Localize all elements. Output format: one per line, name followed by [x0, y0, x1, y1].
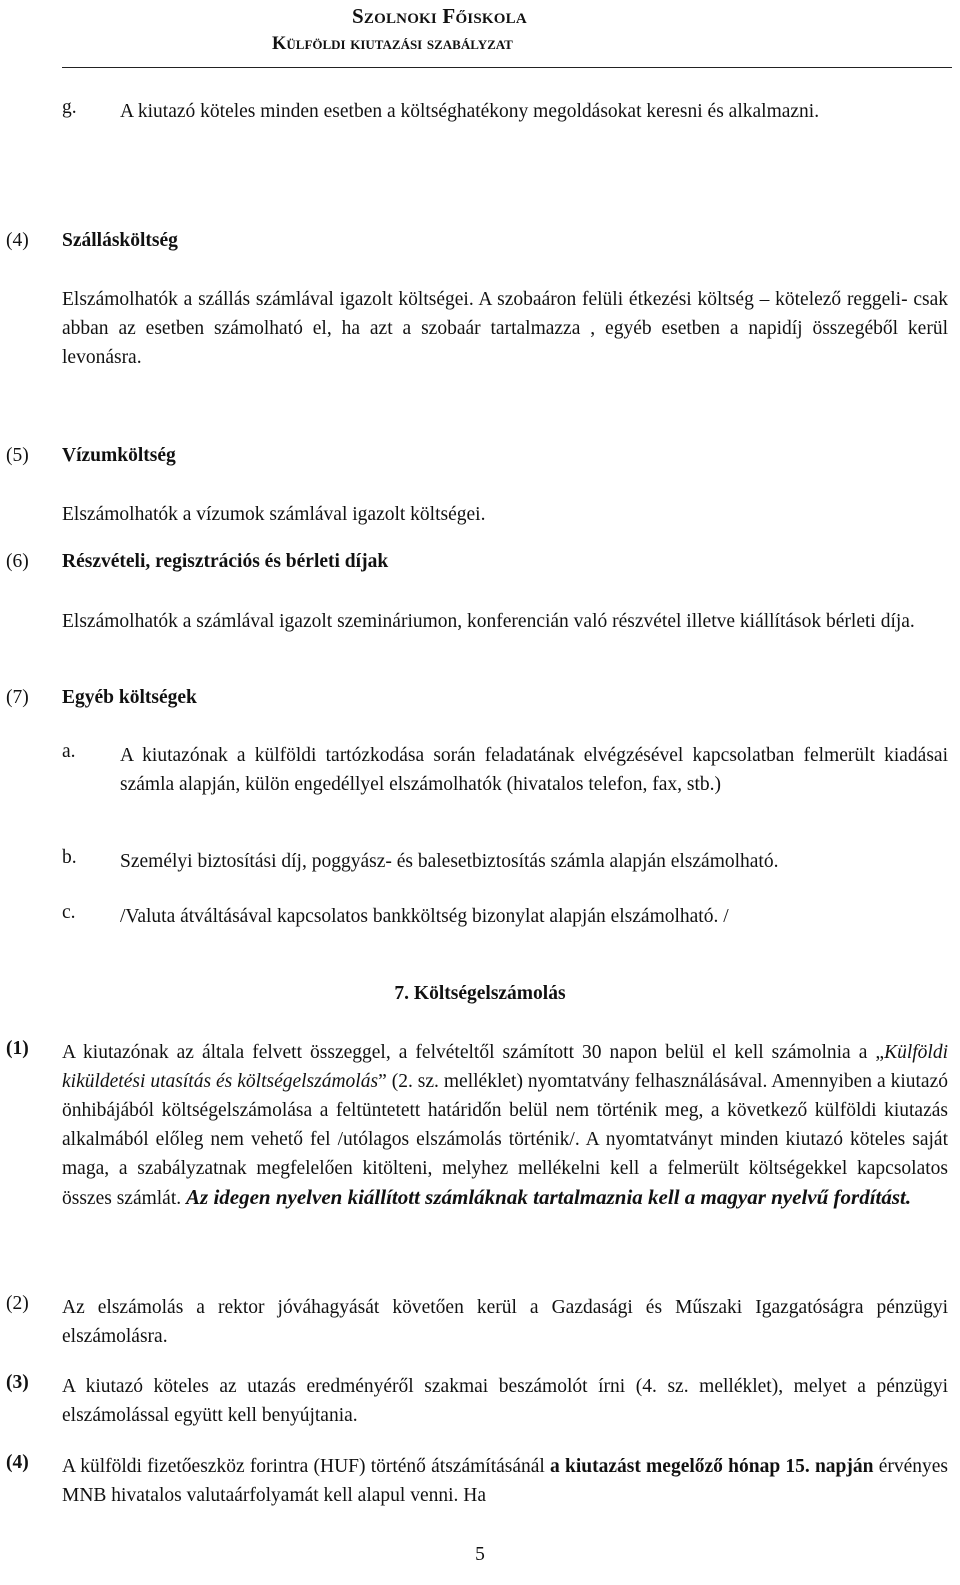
section-6-number: (6)	[6, 551, 29, 572]
item-c-text: /Valuta átváltásával kapcsolatos bankköltség bizonylat alapján elszámolható. /	[120, 906, 729, 927]
clause-2-text: Az elszámolás a rektor jóváhagyását követően kerül a Gazdasági és Műszaki Igazgatóságra pénzügyi elszámolásra.	[62, 1297, 948, 1347]
section-7-title: Egyéb költségek	[62, 687, 197, 708]
clause-2-number: (2)	[6, 1293, 29, 1314]
section-6-title: Részvételi, regisztrációs és bérleti díjak	[62, 551, 389, 572]
page-header	[0, 4, 960, 66]
section-5-title: Vízumköltség	[62, 445, 176, 466]
item-marker-a: a.	[62, 741, 76, 762]
clause-1-part1: A kiutazónak az általa felvett összeggel, a felvételtől számított 30 napon belül el kell számolnia a „	[62, 1042, 885, 1063]
header-rule	[62, 67, 952, 68]
clause-4-number: (4)	[6, 1452, 29, 1473]
translation-requirement: Az idegen nyelven kiállított számláknak tartalmaznia kell a magyar nyelvű fordítást.	[186, 1185, 912, 1209]
clause-3-text: A kiutazó köteles az utazás eredményéről szakmai beszámolót írni (4. sz. melléklet), melyet a pénzügyi elszámolással együtt kell benyújtania.	[62, 1376, 948, 1426]
clause-1-part3: ” (2. sz. melléklet) nyomtatvány felhasználásával. Amennyiben a kiutazó önhibájából költségelszámolása a feltüntetett határidőn belül nem történik meg, a következő külföldi kiutazás alkalmából előleg nem vehető fel /utólagos elszámolás történik/. A nyomtatványt minden kiutazó köteles saját maga, a szabályzatnak megfelelően kitölteni, melyhez mellékelni kell a felmerült költségekkel kapcsolatos összes számlát.	[62, 1071, 948, 1209]
item-b-text: Személyi biztosítási díj, poggyász- és balesetbiztosítás számla alapján elszámolható.	[120, 851, 779, 872]
clause-4-part3: érvényes MNB hivatalos valutaárfolyamát kell alapul venni. Ha	[62, 1456, 948, 1506]
item-marker-b: b.	[62, 847, 77, 868]
clause-1-text	[62, 1038, 948, 1213]
clause-4-part1: A külföldi fizetőeszköz forintra (HUF) történő átszámításánál	[62, 1456, 551, 1477]
section-4-title: Szállásköltség	[62, 230, 178, 251]
page-number: 5	[475, 1544, 485, 1565]
document-title: Külföldi kiutazási szabályzat	[272, 34, 513, 54]
clause-4-text	[62, 1452, 948, 1510]
clause-3-number: (3)	[6, 1372, 29, 1393]
item-a-text: A kiutazónak a külföldi tartózkodása során feladatának elvégzésével kapcsolatban felmerült kiadásai számla alapján, külön engedéllyel elszámolhatók (hivatalos telefon, fax, stb.)	[120, 745, 948, 795]
section-4-number: (4)	[6, 230, 29, 251]
item-marker-c: c.	[62, 902, 76, 923]
institution-name: Szolnoki Főiskola	[352, 4, 527, 28]
clause-1-number: (1)	[6, 1038, 29, 1059]
item-g-text: A kiutazó köteles minden esetben a költséghatékony megoldásokat keresni és alkalmazni.	[120, 101, 820, 122]
item-marker-g: g.	[62, 97, 77, 118]
section-5-number: (5)	[6, 445, 29, 466]
section-6-body: Elszámolhatók a számlával igazolt szemináriumon, konferencián való részvétel illetve kiállítások bérleti díja.	[62, 611, 915, 632]
form-title: Külföldi kiküldetési utasítás és költségelszámolás	[62, 1042, 948, 1092]
clause-4-bold: a kiutazást megelőző hónap 15. napján	[550, 1456, 874, 1477]
section-4-body: Elszámolhatók a szállás számlával igazolt költségei. A szobaáron felüli étkezési költség – kötelező reggeli- csak abban az esetben számolható el, ha azt a szobaár tartalmazza , egyéb esetben a napidíj összegéből kerül levonásra.	[62, 289, 948, 368]
section-5-body: Elszámolhatók a vízumok számlával igazolt költségei.	[62, 504, 486, 525]
chapter-heading: 7. Költségelszámolás	[394, 983, 566, 1004]
section-7-number: (7)	[6, 687, 29, 708]
